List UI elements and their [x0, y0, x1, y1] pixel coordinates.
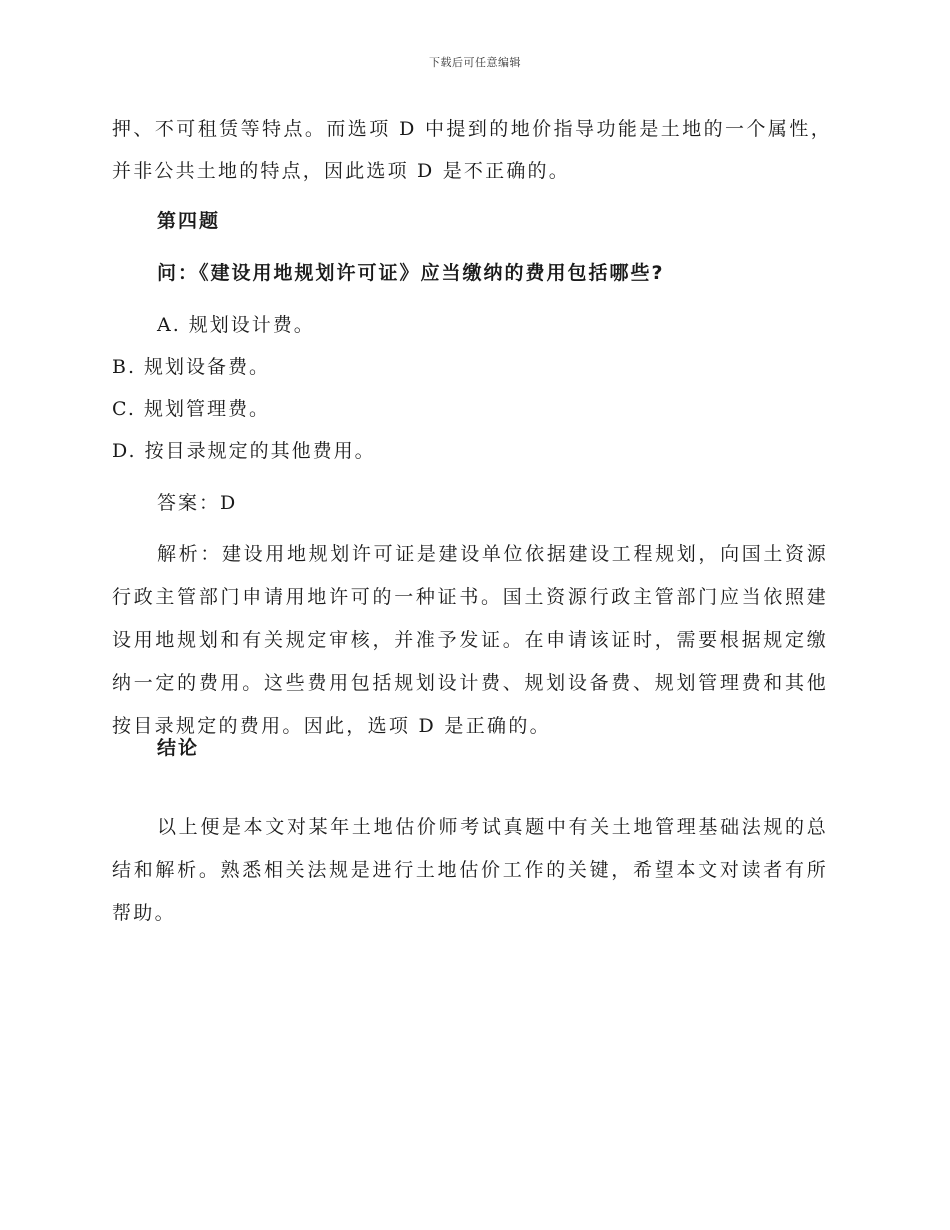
- question-text: 问：《建设用地规划许可证》应当缴纳的费用包括哪些?: [157, 262, 665, 284]
- header-note: 下载后可任意编辑: [429, 56, 521, 69]
- option-a: A. 规划设计费。: [157, 314, 315, 336]
- option-d: D. 按目录规定的其他费用。: [112, 440, 376, 462]
- answer-line: 答案：D: [157, 492, 238, 514]
- option-b: B. 规划设备费。: [112, 356, 271, 378]
- option-c: C. 规划管理费。: [112, 398, 270, 420]
- conclusion-heading: 结论: [157, 737, 200, 759]
- question-heading: 第四题: [157, 210, 221, 232]
- conclusion-paragraph: 以上便是本文对某年土地估价师考试真题中有关土地管理基础法规的总结和解析。熟悉相关法规是进行土地估价工作的关键，希望本文对读者有所帮助。: [112, 816, 828, 924]
- continuation-paragraph: 押、不可租赁等特点。而选项 D 中提到的地价指导功能是土地的一个属性，并非公共土地的特点，因此选项 D 是不正确的。: [112, 118, 832, 182]
- analysis-paragraph: 解析：建设用地规划许可证是建设单位依据建设工程规划，向国土资源行政主管部门申请用地许可的一种证书。国土资源行政主管部门应当依照建设用地规划和有关规定审核，并准予发证。在申请该证时，需要根据规定缴纳一定的费用。这些费用包括规划设计费、规划设备费、规划管理费和其他按目录规定的费用。因此，选项 D 是正确的。: [112, 543, 828, 737]
